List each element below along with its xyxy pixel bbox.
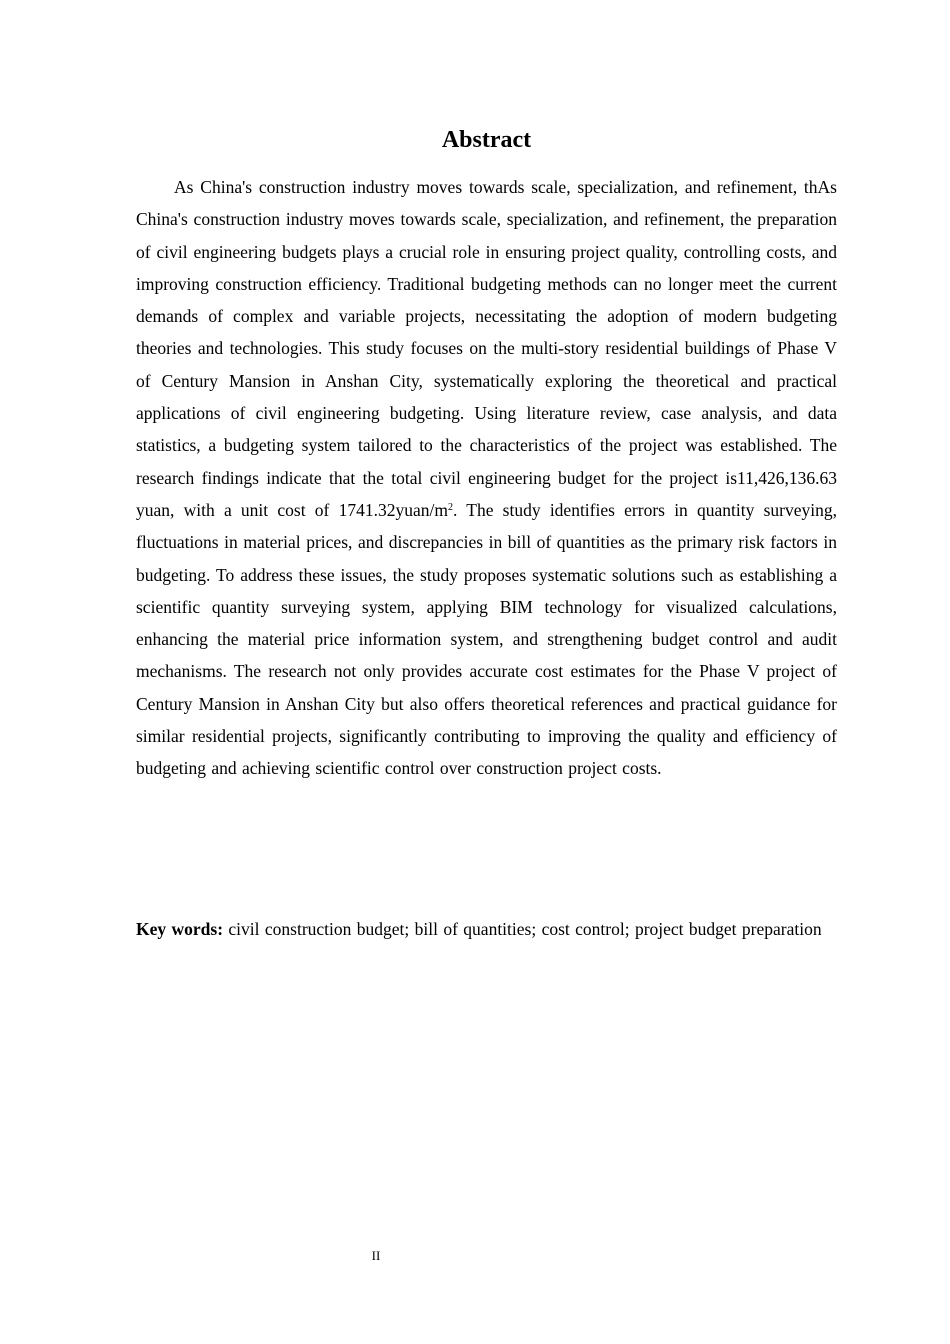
abstract-text-part1: As China's construction industry moves towards scale, specialization, and refinement, thAs China's construction industry moves towards scale, specialization, and refinement, the preparation of civil engineering budgets plays a crucial role in ensuring project quality, controlling costs, and improving construction efficiency. Traditional budgeting methods can no longer meet the current demands of complex and variable projects, necessitating the adoption of modern budgeting theories and technologies. This study focuses on the multi-story residential buildings of Phase V of Century Mansion in Anshan City, systematically exploring the theoretical and practical applications of civil engineering budgeting. Using literature review, case analysis, and data statistics, a budgeting system tailored to the characteristics of the project was established. The research findings indicate that the total civil engineering budget for the project is11,426,136.63 yuan, with a unit cost of 1741.32yuan/m [136, 177, 837, 520]
superscript-exponent: 2 [447, 501, 453, 513]
abstract-paragraph [136, 171, 837, 785]
keywords-text: civil construction budget; bill of quantities; cost control; project budget preparation [228, 919, 822, 939]
abstract-text-part2: . The study identifies errors in quantity surveying, fluctuations in material prices, and discrepancies in bill of quantities as the primary risk factors in budgeting. To address these issues, the study proposes systematic solutions such as establishing a scientific quantity surveying system, applying BIM technology for visualized calculations, enhancing the material price information system, and strengthening budget control and audit mechanisms. The research not only provides accurate cost estimates for the Phase V project of Century Mansion in Anshan City but also offers theoretical references and practical guidance for similar residential projects, significantly contributing to improving the quality and efficiency of budgeting and achieving scientific control over construction project costs. [136, 499, 837, 779]
abstract-title: Abstract [441, 127, 532, 153]
page-number: II [371, 1248, 381, 1263]
keywords-paragraph [136, 913, 837, 945]
keywords-label: Key words: [136, 919, 224, 939]
